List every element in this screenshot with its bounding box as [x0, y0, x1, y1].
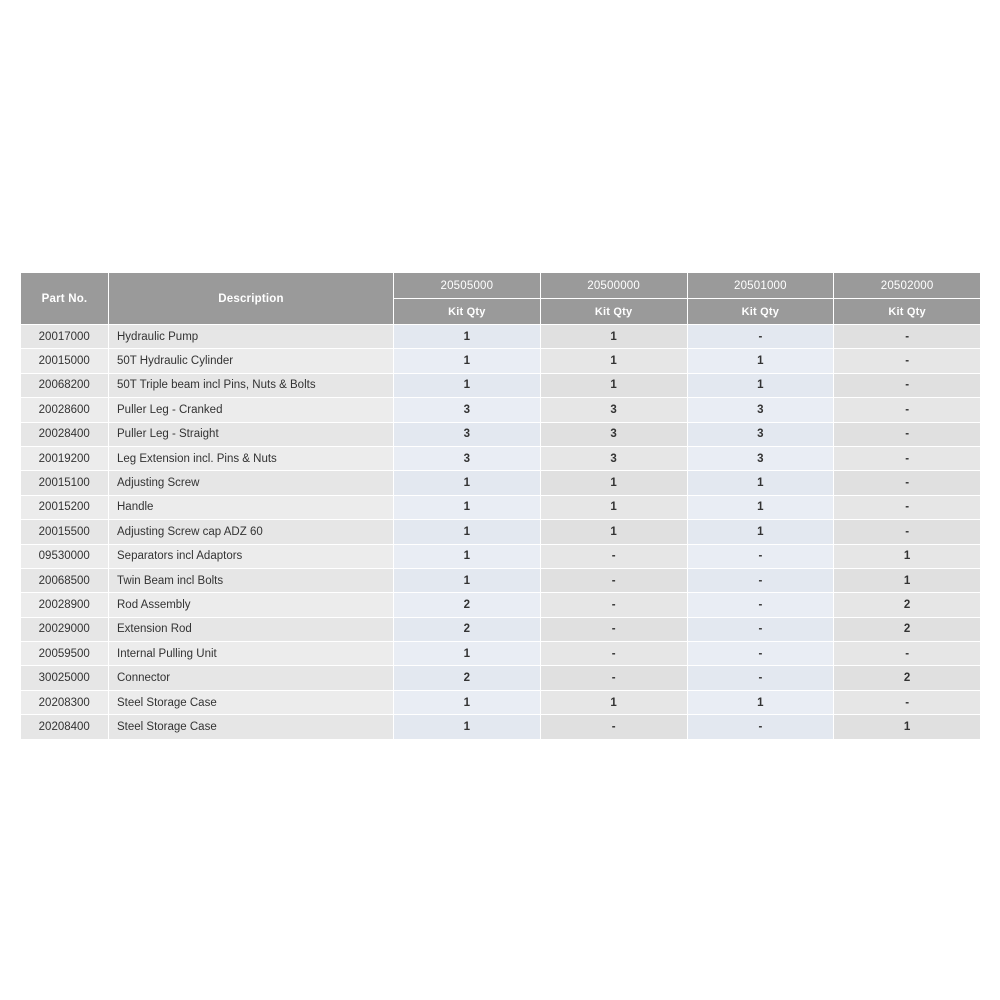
table-row: [21, 471, 981, 495]
cell-kit-qty-2: -: [540, 617, 687, 641]
cell-kit-qty-2: -: [540, 642, 687, 666]
cell-kit-qty-4: -: [834, 446, 981, 470]
cell-kit-qty-2: -: [540, 593, 687, 617]
cell-kit-qty-2: 3: [540, 446, 687, 470]
cell-part-no: 20015200: [21, 495, 109, 519]
cell-kit-qty-3: 1: [687, 349, 834, 373]
cell-kit-qty-1: 3: [394, 422, 541, 446]
cell-kit-qty-1: 3: [394, 446, 541, 470]
cell-kit-qty-2: 1: [540, 471, 687, 495]
cell-kit-qty-4: -: [834, 373, 981, 397]
cell-kit-qty-3: -: [687, 325, 834, 349]
cell-kit-qty-4: 1: [834, 568, 981, 592]
cell-kit-qty-2: 1: [540, 325, 687, 349]
column-header-kit-code-1: 20505000: [394, 273, 541, 299]
cell-kit-qty-2: 1: [540, 373, 687, 397]
cell-part-no: 20208400: [21, 715, 109, 739]
cell-kit-qty-1: 3: [394, 398, 541, 422]
column-header-part-no: Part No.: [21, 273, 109, 325]
cell-description: Puller Leg - Straight: [109, 422, 394, 446]
table-row: [21, 373, 981, 397]
cell-kit-qty-2: -: [540, 544, 687, 568]
cell-description: Handle: [109, 495, 394, 519]
cell-part-no: 20028600: [21, 398, 109, 422]
column-header-kit-qty-2: Kit Qty: [540, 299, 687, 325]
cell-part-no: 20068500: [21, 568, 109, 592]
cell-kit-qty-3: 1: [687, 495, 834, 519]
column-header-kit-code-2: 20500000: [540, 273, 687, 299]
column-header-kit-code-4: 20502000: [834, 273, 981, 299]
cell-kit-qty-2: -: [540, 715, 687, 739]
cell-kit-qty-4: -: [834, 422, 981, 446]
cell-kit-qty-1: 1: [394, 349, 541, 373]
cell-kit-qty-1: 1: [394, 642, 541, 666]
cell-part-no: 20015500: [21, 520, 109, 544]
table-row: [21, 349, 981, 373]
cell-description: Extension Rod: [109, 617, 394, 641]
cell-description: Twin Beam incl Bolts: [109, 568, 394, 592]
cell-part-no: 20059500: [21, 642, 109, 666]
cell-part-no: 20015000: [21, 349, 109, 373]
cell-kit-qty-4: -: [834, 520, 981, 544]
cell-part-no: 20028400: [21, 422, 109, 446]
cell-kit-qty-3: -: [687, 544, 834, 568]
cell-description: 50T Triple beam incl Pins, Nuts & Bolts: [109, 373, 394, 397]
cell-description: Adjusting Screw cap ADZ 60: [109, 520, 394, 544]
cell-description: Adjusting Screw: [109, 471, 394, 495]
cell-part-no: 20019200: [21, 446, 109, 470]
parts-table-container: [20, 272, 980, 740]
cell-kit-qty-4: 1: [834, 715, 981, 739]
cell-description: Internal Pulling Unit: [109, 642, 394, 666]
cell-description: Hydraulic Pump: [109, 325, 394, 349]
cell-kit-qty-4: 2: [834, 666, 981, 690]
table-row: [21, 690, 981, 714]
cell-kit-qty-3: 3: [687, 398, 834, 422]
cell-kit-qty-2: 1: [540, 690, 687, 714]
cell-kit-qty-3: -: [687, 715, 834, 739]
cell-kit-qty-3: 3: [687, 422, 834, 446]
table-row: [21, 642, 981, 666]
cell-kit-qty-1: 1: [394, 495, 541, 519]
cell-part-no: 20068200: [21, 373, 109, 397]
table-row: [21, 715, 981, 739]
table-row: [21, 568, 981, 592]
cell-kit-qty-1: 2: [394, 617, 541, 641]
table-row: [21, 593, 981, 617]
cell-kit-qty-1: 2: [394, 666, 541, 690]
table-row: [21, 325, 981, 349]
cell-kit-qty-1: 1: [394, 471, 541, 495]
table-header: [21, 273, 981, 325]
cell-kit-qty-3: -: [687, 617, 834, 641]
cell-kit-qty-4: 2: [834, 617, 981, 641]
cell-kit-qty-4: -: [834, 325, 981, 349]
column-header-kit-code-3: 20501000: [687, 273, 834, 299]
cell-part-no: 20208300: [21, 690, 109, 714]
cell-kit-qty-3: 1: [687, 373, 834, 397]
cell-kit-qty-1: 1: [394, 373, 541, 397]
cell-kit-qty-4: -: [834, 690, 981, 714]
column-header-kit-qty-4: Kit Qty: [834, 299, 981, 325]
cell-kit-qty-1: 1: [394, 544, 541, 568]
table-header-row-codes: [21, 273, 981, 299]
column-header-kit-qty-1: Kit Qty: [394, 299, 541, 325]
cell-kit-qty-1: 1: [394, 325, 541, 349]
cell-kit-qty-3: -: [687, 593, 834, 617]
table-row: [21, 617, 981, 641]
table-row: [21, 495, 981, 519]
cell-kit-qty-1: 1: [394, 715, 541, 739]
cell-kit-qty-2: 1: [540, 520, 687, 544]
cell-kit-qty-1: 1: [394, 690, 541, 714]
cell-description: Puller Leg - Cranked: [109, 398, 394, 422]
cell-kit-qty-3: -: [687, 642, 834, 666]
parts-table: [20, 272, 981, 740]
table-row: [21, 398, 981, 422]
cell-kit-qty-3: -: [687, 666, 834, 690]
cell-part-no: 20029000: [21, 617, 109, 641]
cell-kit-qty-3: 1: [687, 520, 834, 544]
cell-kit-qty-2: -: [540, 568, 687, 592]
table-row: [21, 422, 981, 446]
cell-kit-qty-2: 3: [540, 422, 687, 446]
table-row: [21, 520, 981, 544]
cell-kit-qty-4: -: [834, 349, 981, 373]
cell-kit-qty-1: 1: [394, 568, 541, 592]
cell-kit-qty-3: 3: [687, 446, 834, 470]
cell-description: Steel Storage Case: [109, 715, 394, 739]
column-header-kit-qty-3: Kit Qty: [687, 299, 834, 325]
cell-description: Separators incl Adaptors: [109, 544, 394, 568]
cell-kit-qty-4: 2: [834, 593, 981, 617]
cell-kit-qty-4: -: [834, 398, 981, 422]
cell-part-no: 20028900: [21, 593, 109, 617]
cell-kit-qty-1: 1: [394, 520, 541, 544]
cell-kit-qty-1: 2: [394, 593, 541, 617]
table-body: [21, 325, 981, 740]
table-row: [21, 666, 981, 690]
cell-description: Rod Assembly: [109, 593, 394, 617]
cell-description: Connector: [109, 666, 394, 690]
cell-part-no: 20015100: [21, 471, 109, 495]
cell-part-no: 20017000: [21, 325, 109, 349]
cell-kit-qty-2: 1: [540, 349, 687, 373]
table-row: [21, 446, 981, 470]
cell-description: 50T Hydraulic Cylinder: [109, 349, 394, 373]
cell-kit-qty-2: 1: [540, 495, 687, 519]
cell-description: Leg Extension incl. Pins & Nuts: [109, 446, 394, 470]
cell-kit-qty-4: -: [834, 471, 981, 495]
cell-kit-qty-3: 1: [687, 690, 834, 714]
cell-kit-qty-3: 1: [687, 471, 834, 495]
cell-part-no: 30025000: [21, 666, 109, 690]
cell-kit-qty-4: -: [834, 495, 981, 519]
cell-kit-qty-4: -: [834, 642, 981, 666]
cell-kit-qty-2: -: [540, 666, 687, 690]
column-header-description: Description: [109, 273, 394, 325]
table-row: [21, 544, 981, 568]
cell-kit-qty-2: 3: [540, 398, 687, 422]
cell-part-no: 09530000: [21, 544, 109, 568]
cell-kit-qty-3: -: [687, 568, 834, 592]
cell-description: Steel Storage Case: [109, 690, 394, 714]
cell-kit-qty-4: 1: [834, 544, 981, 568]
